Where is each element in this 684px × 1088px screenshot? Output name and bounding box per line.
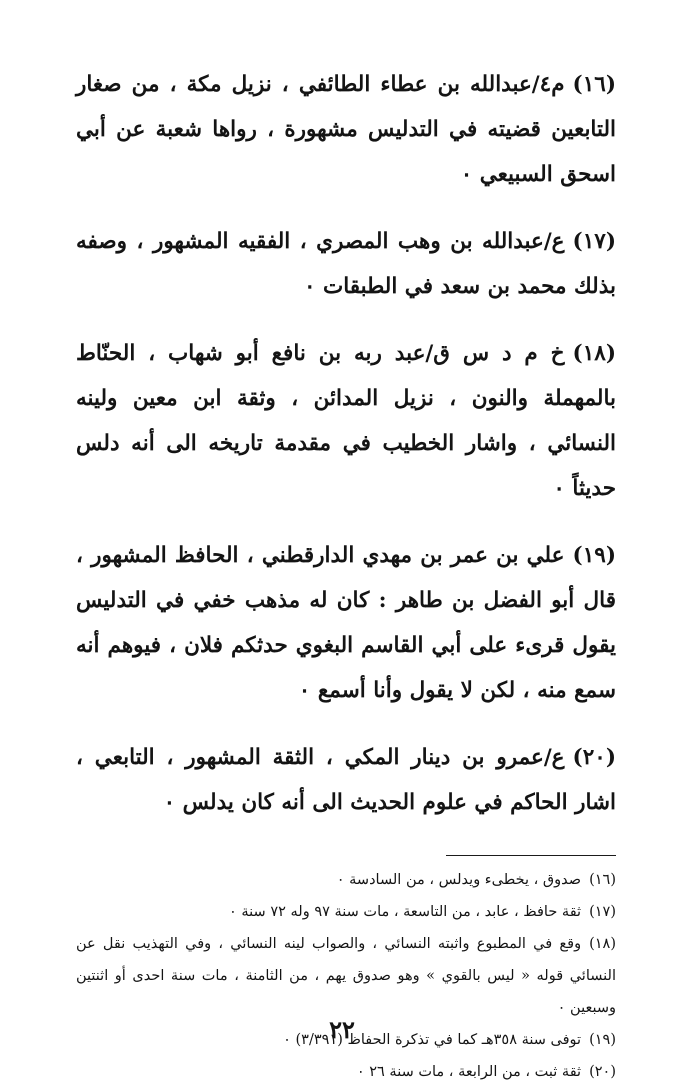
- entry-text: م٤/عبدالله بن عطاء الطائفي ، نزيل مكة ، من صغار التابعين قضيته في التدليس مشهورة ، رواها شعبة عن أبي اسحق السبيعي ٠: [76, 72, 616, 187]
- footnote-number: (١٦): [589, 872, 616, 888]
- page-number: ٢٢: [329, 1015, 355, 1044]
- footnote-text: توفى سنة ٣٥٨هـ كما في تذكرة الحفاظ (٣/٣٩١) ٠: [283, 1032, 582, 1048]
- entry-number: (١٩): [572, 543, 616, 568]
- entry-number: (٢٠): [572, 745, 616, 770]
- entry-19: [76, 533, 616, 713]
- footnote-20: [76, 1056, 616, 1088]
- footnote-text: صدوق ، يخطىء ويدلس ، من السادسة ٠: [336, 872, 582, 888]
- footnote-17: [76, 896, 616, 928]
- entry-number: (١٧): [572, 229, 616, 254]
- footnote-text: وقع في المطبوع واثبته النسائي ، والصواب لينه النسائي ، وفي التهذيب نقل عن النسائي قوله « ليس بالقوي » وهو صدوق يهم ، من الثامنة ، مات سنة احدى أو اثنتين وسبعين ٠: [76, 936, 616, 1016]
- entry-18: [76, 331, 616, 511]
- footnote-text: ثقة حافظ ، عابد ، من التاسعة ، مات سنة ٩٧ وله ٧٢ سنة ٠: [229, 904, 582, 920]
- entry-20: [76, 735, 616, 825]
- entry-text: خ م د س ق/عبد ربه بن نافع أبو شهاب ، الحنّاط بالمهملة والنون ، نزيل المدائن ، وثقة ابن معين ولينه النسائي ، واشار الخطيب في مقدمة تاريخه الى أنه دلس حديثاً ٠: [76, 341, 616, 501]
- entry-text: ع/عبدالله بن وهب المصري ، الفقيه المشهور ، وصفه بذلك محمد بن سعد في الطبقات ٠: [76, 229, 616, 299]
- footnote-number: (٢٠): [589, 1064, 616, 1080]
- entry-text: ع/عمرو بن دينار المكي ، الثقة المشهور ، التابعي ، اشار الحاكم في علوم الحديث الى أنه كان يدلس ٠: [76, 745, 616, 815]
- entry-17: [76, 219, 616, 309]
- footnote-18: [76, 928, 616, 1024]
- footnote-16: [76, 864, 616, 896]
- footnote-divider: [446, 855, 616, 856]
- entry-number: (١٨): [572, 341, 616, 366]
- entry-text: علي بن عمر بن مهدي الدارقطني ، الحافظ المشهور ، قال أبو الفضل بن طاهر : كان له مذهب خفي في التدليس يقول قرىء على أبي القاسم البغوي حدثكم فلان ، فيوهم أنه سمع منه ، لكن لا يقول وأنا أسمع ٠: [76, 543, 616, 703]
- footnotes: [76, 864, 616, 1088]
- entry-number: (١٦): [572, 72, 616, 97]
- footnote-number: (١٧): [589, 904, 616, 920]
- footnote-number: (١٨): [589, 936, 616, 952]
- footnote-text: ثقة ثبت ، من الرابعة ، مات سنة ٢٦ ٠: [356, 1064, 582, 1080]
- footnote-number: (١٩): [589, 1032, 616, 1048]
- entry-16: [76, 62, 616, 197]
